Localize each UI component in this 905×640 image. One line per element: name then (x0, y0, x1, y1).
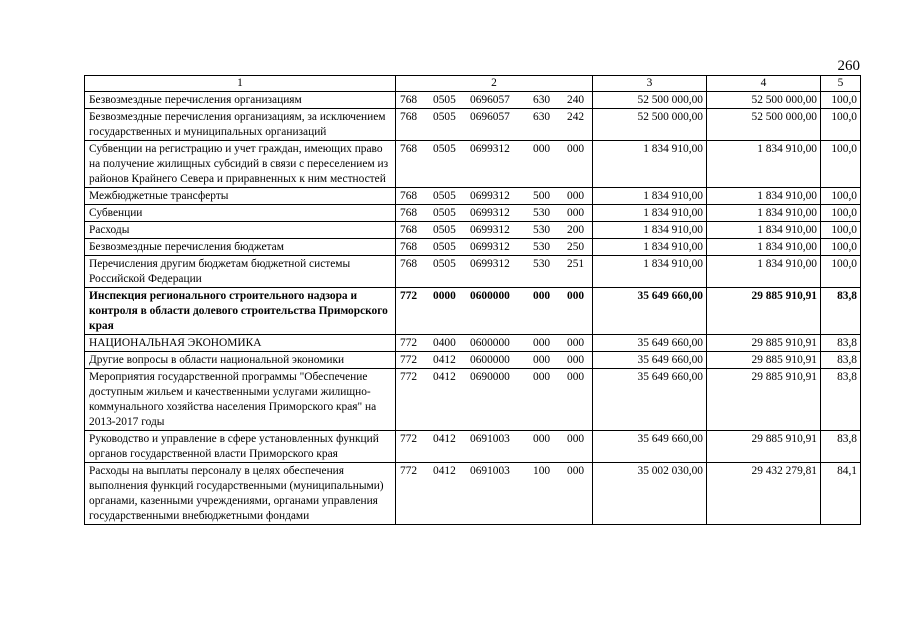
code-vedomstvo: 772 (400, 371, 418, 383)
code-vedomstvo: 768 (400, 143, 418, 155)
code-section: 0505 (433, 241, 456, 253)
row-codes (396, 239, 593, 256)
code-target: 0691003 (470, 433, 510, 445)
code-vedomstvo: 772 (400, 337, 418, 349)
code-vedomstvo: 768 (400, 94, 418, 106)
row-percent: 100,0 (821, 222, 861, 239)
row-codes (396, 188, 593, 205)
code-section: 0412 (433, 433, 456, 445)
row-percent: 100,0 (821, 256, 861, 288)
code-target: 0699312 (470, 143, 510, 155)
code-vedomstvo: 772 (400, 465, 418, 477)
row-percent: 83,8 (821, 352, 861, 369)
row-codes (396, 141, 593, 188)
code-kosgu: 000 (567, 465, 585, 477)
table-row (85, 205, 861, 222)
row-name: Безвозмездные перечисления организациям, за исключением государственных и муниципальных организаций (85, 109, 396, 141)
row-name: Расходы (85, 222, 396, 239)
code-section: 0505 (433, 258, 456, 270)
row-plan: 1 834 910,00 (593, 188, 707, 205)
table-row (85, 239, 861, 256)
code-vedomstvo: 772 (400, 290, 418, 302)
code-target: 0691003 (470, 465, 510, 477)
table-body (85, 92, 861, 525)
table-row (85, 188, 861, 205)
code-section: 0505 (433, 111, 456, 123)
header-col-4: 4 (707, 76, 821, 92)
code-section: 0000 (433, 290, 456, 302)
table-row (85, 256, 861, 288)
code-vedomstvo: 772 (400, 433, 418, 445)
table-row (85, 463, 861, 525)
header-col-5: 5 (821, 76, 861, 92)
row-fact: 1 834 910,00 (707, 188, 821, 205)
row-fact: 29 885 910,91 (707, 369, 821, 431)
code-section: 0505 (433, 207, 456, 219)
code-target: 0600000 (470, 337, 510, 349)
code-kosgu: 000 (567, 371, 585, 383)
row-fact: 1 834 910,00 (707, 141, 821, 188)
code-vedomstvo: 768 (400, 207, 418, 219)
code-vr: 530 (533, 258, 551, 270)
code-vr: 000 (533, 354, 551, 366)
row-codes (396, 256, 593, 288)
row-codes (396, 288, 593, 335)
row-percent: 83,8 (821, 335, 861, 352)
code-target: 0699312 (470, 241, 510, 253)
row-name: Межбюджетные трансферты (85, 188, 396, 205)
row-name: Безвозмездные перечисления бюджетам (85, 239, 396, 256)
row-fact: 29 885 910,91 (707, 352, 821, 369)
table-row (85, 352, 861, 369)
code-section: 0505 (433, 190, 456, 202)
code-kosgu: 000 (567, 207, 585, 219)
table-row (85, 141, 861, 188)
row-plan: 35 002 030,00 (593, 463, 707, 525)
row-fact: 29 885 910,91 (707, 431, 821, 463)
row-plan: 35 649 660,00 (593, 288, 707, 335)
code-kosgu: 200 (567, 224, 585, 236)
row-plan: 1 834 910,00 (593, 239, 707, 256)
row-percent: 100,0 (821, 92, 861, 109)
row-percent: 83,8 (821, 288, 861, 335)
row-codes (396, 109, 593, 141)
row-codes (396, 369, 593, 431)
row-percent: 84,1 (821, 463, 861, 525)
code-kosgu: 250 (567, 241, 585, 253)
row-name: Руководство и управление в сфере установленных функций органов государственной власти Приморского края (85, 431, 396, 463)
code-vr: 530 (533, 241, 551, 253)
table-row (85, 431, 861, 463)
code-target: 0699312 (470, 207, 510, 219)
row-fact: 29 885 910,91 (707, 335, 821, 352)
row-name: Субвенции на регистрацию и учет граждан, имеющих право на получение жилищных субсидий в связи с переселением из районов Крайнего Севера и приравненных к ним местностей (85, 141, 396, 188)
code-kosgu: 000 (567, 354, 585, 366)
row-plan: 35 649 660,00 (593, 431, 707, 463)
code-vr: 630 (533, 94, 551, 106)
code-vr: 000 (533, 433, 551, 445)
row-name: Инспекция регионального строительного надзора и контроля в области долевого строительства Приморского края (85, 288, 396, 335)
code-vr: 530 (533, 207, 551, 219)
row-percent: 100,0 (821, 141, 861, 188)
row-fact: 52 500 000,00 (707, 92, 821, 109)
code-target: 0696057 (470, 94, 510, 106)
table-row (85, 92, 861, 109)
code-vr: 500 (533, 190, 551, 202)
row-codes (396, 205, 593, 222)
code-target: 0699312 (470, 224, 510, 236)
row-fact: 1 834 910,00 (707, 239, 821, 256)
row-percent: 100,0 (821, 205, 861, 222)
row-fact: 52 500 000,00 (707, 109, 821, 141)
code-kosgu: 000 (567, 433, 585, 445)
table-row (85, 369, 861, 431)
code-section: 0505 (433, 224, 456, 236)
table-row (85, 222, 861, 239)
row-percent: 83,8 (821, 369, 861, 431)
code-vedomstvo: 768 (400, 258, 418, 270)
row-codes (396, 335, 593, 352)
code-vedomstvo: 768 (400, 190, 418, 202)
row-codes (396, 431, 593, 463)
header-col-3: 3 (593, 76, 707, 92)
code-vr: 000 (533, 337, 551, 349)
code-kosgu: 000 (567, 143, 585, 155)
code-kosgu: 242 (567, 111, 585, 123)
row-name: Субвенции (85, 205, 396, 222)
code-target: 0699312 (470, 258, 510, 270)
code-vedomstvo: 772 (400, 354, 418, 366)
row-plan: 52 500 000,00 (593, 109, 707, 141)
row-plan: 35 649 660,00 (593, 335, 707, 352)
code-section: 0505 (433, 143, 456, 155)
row-plan: 35 649 660,00 (593, 369, 707, 431)
code-kosgu: 251 (567, 258, 585, 270)
row-percent: 100,0 (821, 109, 861, 141)
row-plan: 1 834 910,00 (593, 141, 707, 188)
code-section: 0412 (433, 354, 456, 366)
code-vr: 100 (533, 465, 551, 477)
code-vedomstvo: 768 (400, 111, 418, 123)
code-kosgu: 000 (567, 337, 585, 349)
code-target: 0690000 (470, 371, 510, 383)
row-fact: 29 432 279,81 (707, 463, 821, 525)
row-percent: 100,0 (821, 188, 861, 205)
page-number: 260 (837, 58, 860, 74)
table-row (85, 288, 861, 335)
row-percent: 100,0 (821, 239, 861, 256)
row-plan: 1 834 910,00 (593, 256, 707, 288)
code-section: 0412 (433, 371, 456, 383)
row-name: Расходы на выплаты персоналу в целях обеспечения выполнения функций государственными (муниципальными) органами, казенными учреждениями, органами управления государственными внебюджетными фондами (85, 463, 396, 525)
code-target: 0696057 (470, 111, 510, 123)
row-fact: 29 885 910,91 (707, 288, 821, 335)
code-section: 0412 (433, 465, 456, 477)
row-plan: 1 834 910,00 (593, 205, 707, 222)
row-fact: 1 834 910,00 (707, 205, 821, 222)
row-name: Другие вопросы в области национальной экономики (85, 352, 396, 369)
code-vr: 000 (533, 143, 551, 155)
row-plan: 1 834 910,00 (593, 222, 707, 239)
code-target: 0699312 (470, 190, 510, 202)
code-vr: 000 (533, 290, 551, 302)
code-vedomstvo: 768 (400, 241, 418, 253)
row-name: Мероприятия государственной программы "Обеспечение доступным жильем и качественными услугами жилищно-коммунального хозяйства населения Приморского края" на 2013-2017 годы (85, 369, 396, 431)
code-kosgu: 000 (567, 290, 585, 302)
row-percent: 83,8 (821, 431, 861, 463)
code-vr: 630 (533, 111, 551, 123)
row-name: НАЦИОНАЛЬНАЯ ЭКОНОМИКА (85, 335, 396, 352)
row-plan: 52 500 000,00 (593, 92, 707, 109)
budget-table (84, 75, 861, 525)
row-codes (396, 92, 593, 109)
row-codes (396, 352, 593, 369)
row-name: Перечисления другим бюджетам бюджетной системы Российской Федерации (85, 256, 396, 288)
code-vr: 530 (533, 224, 551, 236)
code-section: 0400 (433, 337, 456, 349)
code-vr: 000 (533, 371, 551, 383)
code-vedomstvo: 768 (400, 224, 418, 236)
row-fact: 1 834 910,00 (707, 222, 821, 239)
table-row (85, 109, 861, 141)
table-row (85, 335, 861, 352)
table-header-row (85, 76, 861, 92)
row-codes (396, 463, 593, 525)
code-target: 0600000 (470, 354, 510, 366)
code-target: 0600000 (470, 290, 510, 302)
code-kosgu: 240 (567, 94, 585, 106)
code-kosgu: 000 (567, 190, 585, 202)
row-fact: 1 834 910,00 (707, 256, 821, 288)
row-name: Безвозмездные перечисления организациям (85, 92, 396, 109)
code-section: 0505 (433, 94, 456, 106)
header-col-2: 2 (396, 76, 593, 92)
header-col-1: 1 (85, 76, 396, 92)
row-plan: 35 649 660,00 (593, 352, 707, 369)
row-codes (396, 222, 593, 239)
